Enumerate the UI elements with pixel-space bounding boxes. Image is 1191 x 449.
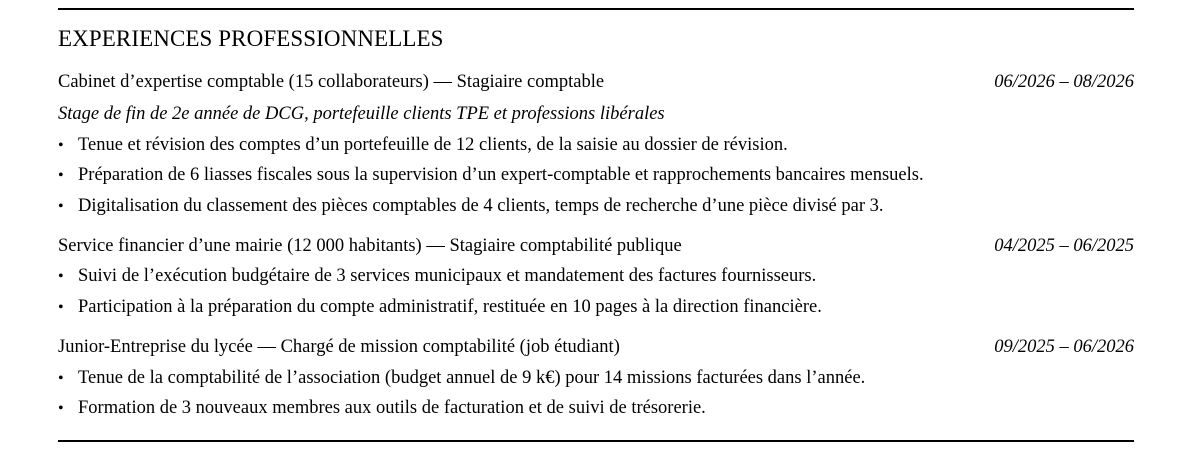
section-title: EXPERIENCES PROFESSIONNELLES (58, 26, 444, 51)
bullet-icon: • (58, 370, 64, 387)
bullet-icon: • (58, 198, 64, 215)
experience-title-1: Cabinet d’expertise comptable (15 collaborateurs) — Stagiaire comptable (58, 72, 605, 92)
bullet-text: Préparation de 6 liasses fiscales sous la supervision d’un expert-comptable et rapprochements bancaires mensuels. (78, 165, 924, 185)
bullet-item (58, 195, 884, 218)
experience-subtitle-1: Stage de fin de 2e année de DCG, portefeuille clients TPE et professions libérales (58, 104, 665, 124)
experience-header-3 (58, 336, 1134, 358)
bullet-item (58, 265, 816, 288)
bullet-icon: • (58, 299, 64, 316)
bullet-text: Tenue de la comptabilité de l’association (budget annuel de 9 k€) pour 14 missions facturées dans l’année. (78, 368, 866, 388)
bullet-icon: • (58, 167, 64, 184)
bullet-text: Formation de 3 nouveaux membres aux outils de facturation et de suivi de trésorerie. (78, 398, 706, 418)
bullet-item (58, 164, 924, 187)
experience-dates-3: 09/2025 – 06/2026 (994, 337, 1134, 357)
bullet-text: Suivi de l’exécution budgétaire de 3 services municipaux et mandatement des factures fournisseurs. (78, 266, 817, 286)
bullet-item (58, 134, 788, 157)
bullet-icon: • (58, 268, 64, 285)
bullet-item (58, 296, 822, 319)
bullet-text: Digitalisation du classement des pièces comptables de 4 clients, temps de recherche d’une pièce divisé par 3. (78, 196, 884, 216)
top-rule (58, 8, 1134, 10)
bottom-rule (58, 440, 1134, 442)
experience-header-1 (58, 71, 1134, 93)
bullet-item (58, 367, 865, 390)
experience-dates-2: 04/2025 – 06/2025 (994, 236, 1134, 256)
bullet-icon: • (58, 137, 64, 154)
experience-title-3: Junior-Entreprise du lycée — Chargé de mission comptabilité (job étudiant) (58, 337, 620, 357)
experience-title-2: Service financier d’une mairie (12 000 habitants) — Stagiaire comptabilité publique (58, 236, 682, 256)
experience-dates-1: 06/2026 – 08/2026 (994, 72, 1134, 92)
bullet-text: Participation à la préparation du compte administratif, restituée en 10 pages à la direction financière. (78, 297, 822, 317)
bullet-item (58, 397, 706, 420)
bullet-icon: • (58, 400, 64, 417)
experience-header-2 (58, 235, 1134, 257)
bullet-text: Tenue et révision des comptes d’un portefeuille de 12 clients, de la saisie au dossier de révision. (78, 135, 788, 155)
